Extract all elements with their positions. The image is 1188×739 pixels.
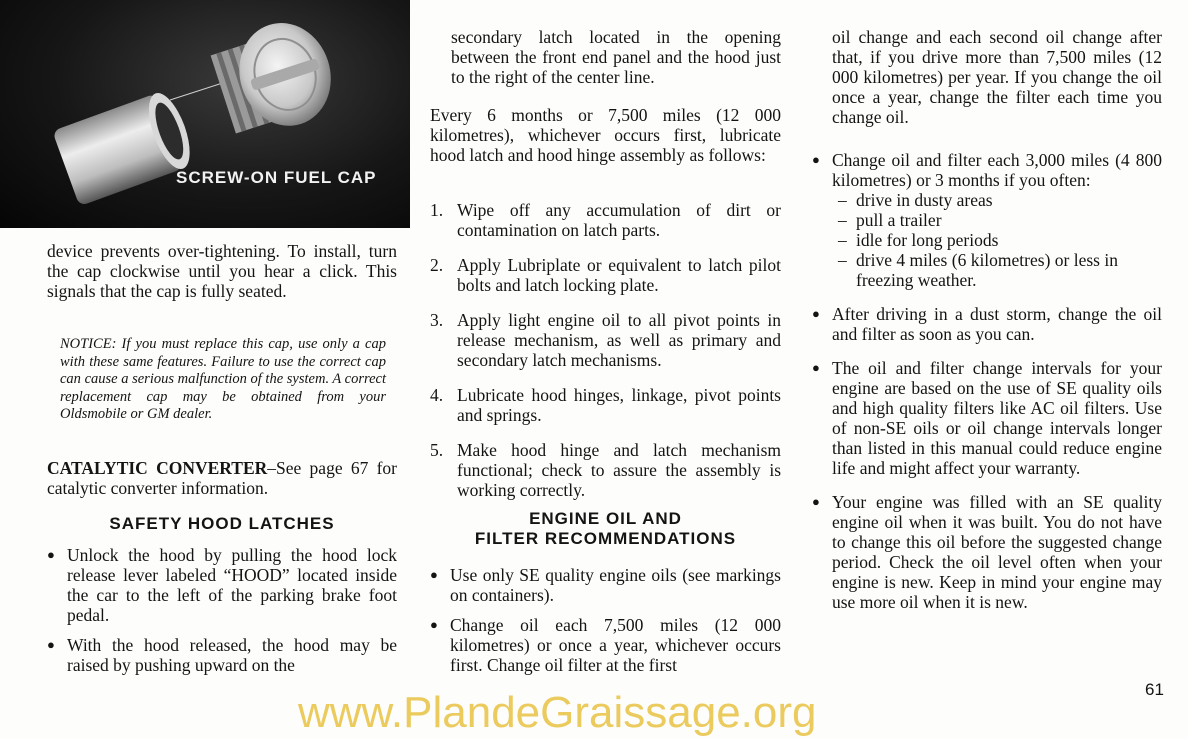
list-item	[430, 385, 781, 425]
step-text: Apply light engine oil to all pivot points in release mechanism, as well as primary and secondary latch mechanisms.	[457, 310, 781, 370]
lubrication-intro: Every 6 months or 7,500 miles (12 000 kilometres), whichever occurs first, lubricate hood latch and hood hinge assembly as follows:	[430, 105, 781, 165]
list-item: ● Your engine was filled with an SE quality engine oil when it was built. You do not have to change this oil before the suggested change period. Check the oil level often when your engine is new. Keep in mind your engine may use more oil when it is new.	[812, 492, 1162, 612]
step-text: Lubricate hood hinges, linkage, pivot points and springs.	[457, 385, 781, 425]
list-item: – idle for long periods	[832, 230, 1162, 250]
list-item	[430, 200, 781, 240]
safety-bullet-list	[47, 545, 397, 675]
list-item: ● After driving in a dust storm, change the oil and filter as soon as you can.	[812, 304, 1162, 344]
step-number: 5.	[430, 440, 444, 460]
catalytic-converter-paragraph	[47, 458, 397, 498]
step-text: Apply Lubriplate or equivalent to latch pilot bolts and latch locking plate.	[457, 255, 781, 295]
page-number: 61	[1145, 680, 1164, 699]
list-item	[430, 310, 781, 370]
oil-change-bullet-list	[812, 150, 1162, 612]
install-paragraph: device prevents over-tightening. To install, turn the cap clockwise until you hear a click. This signals that the cap is fully seated.	[47, 241, 397, 301]
latch-continuation: secondary latch located in the opening between the front end panel and the hood just to the right of the center line.	[451, 27, 781, 87]
list-item: ● Use only SE quality engine oils (see markings on containers).	[430, 565, 781, 605]
photo-caption: SCREW-ON FUEL CAP	[176, 168, 377, 187]
list-item: ● With the hood released, the hood may be raised by pushing upward on the	[47, 635, 397, 675]
step-text: Wipe off any accumulation of dirt or contamination on latch parts.	[457, 200, 781, 240]
engine-oil-heading-line2: FILTER RECOMMENDATIONS	[474, 529, 737, 548]
catalytic-converter-text: –See page 67 for catalytic converter information.	[47, 458, 397, 498]
watermark: www.PlandeGraissage.org	[298, 688, 817, 737]
step-number: 3.	[430, 310, 444, 330]
fuel-cap-illustration	[0, 0, 410, 228]
list-item: ● The oil and filter change intervals for your engine are based on the use of SE quality oils and high quality filters like AC oil filters. Use of non-SE oils or oil change intervals longer than listed in this manual could reduce engine life and might affect your warranty.	[812, 358, 1162, 478]
list-item: ● Unlock the hood by pulling the hood lock release lever labeled “HOOD” located inside the car to the left of the parking brake foot pedal.	[47, 545, 397, 625]
list-item: – pull a trailer	[832, 210, 1162, 230]
dusty-conditions-text: Change oil and filter each 3,000 miles (4 800 kilometres) or 3 months if you often:	[832, 150, 1162, 190]
notice-paragraph: NOTICE: If you must replace this cap, use only a cap with these same features. Failure to use the correct cap can cause a serious malfunction of the system. A correct replacement cap may be obtained from your Oldsmobile or GM dealer.	[60, 336, 386, 422]
list-item	[812, 150, 1162, 290]
list-item	[430, 440, 781, 500]
step-number: 2.	[430, 255, 444, 275]
step-number: 1.	[430, 200, 444, 220]
list-item: – drive 4 miles (6 kilometres) or less in freezing weather.	[832, 250, 1162, 290]
engine-oil-bullet-list	[430, 565, 781, 675]
oil-change-continuation: oil change and each second oil change after that, if you drive more than 7,500 miles (12 000 kilometres) per year. If you change the oil once a year, change the filter each time you change oil.	[832, 27, 1162, 127]
fuel-cap-photo	[0, 0, 410, 228]
safety-hood-latches-heading: SAFETY HOOD LATCHES	[109, 514, 335, 533]
engine-oil-heading-line1: ENGINE OIL AND	[529, 509, 682, 528]
catalytic-converter-label: CATALYTIC CONVERTER	[47, 458, 268, 478]
lubrication-steps	[430, 200, 781, 500]
engine-oil-heading	[430, 509, 781, 549]
list-item	[430, 255, 781, 295]
severe-conditions-list	[832, 190, 1162, 290]
step-number: 4.	[430, 385, 444, 405]
list-item: ● Change oil each 7,500 miles (12 000 kilometres) or once a year, whichever occurs first. Change oil filter at the first	[430, 615, 781, 675]
step-text: Make hood hinge and latch mechanism functional; check to assure the assembly is working correctly.	[457, 440, 781, 500]
list-item: – drive in dusty areas	[832, 190, 1162, 210]
